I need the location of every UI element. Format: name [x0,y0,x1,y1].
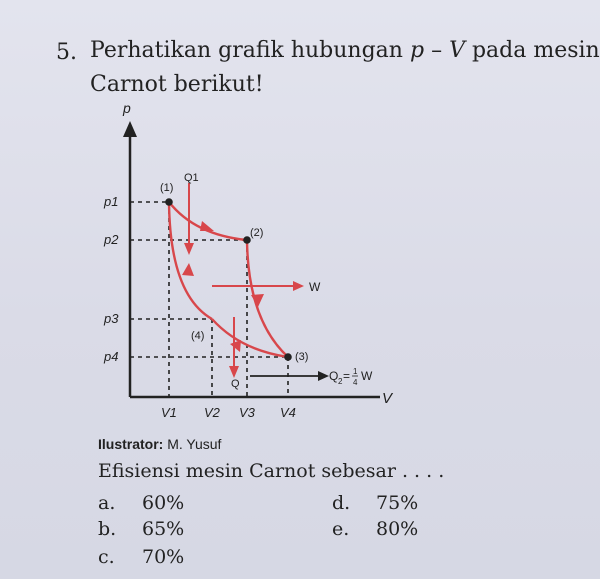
option-d[interactable] [332,492,418,514]
expr-dash: – [431,38,443,63]
option-value: 70% [142,546,185,568]
option-letter: b. [98,518,117,540]
option-a[interactable] [98,492,184,514]
svg-text:W: W [361,369,373,383]
work-label: W [309,280,321,294]
isothermal-compression [212,319,288,357]
option-value: 65% [142,518,185,540]
q-out-label: Q [231,378,240,390]
isothermal-expansion [169,202,247,240]
option-letter: a. [98,492,116,514]
svg-text:4: 4 [353,378,358,387]
label-p3: p3 [104,311,119,326]
q-out-arrowhead [229,366,239,378]
question-number: 5. [56,40,77,65]
option-letter: e. [332,518,350,540]
option-value: 60% [142,492,185,514]
option-c[interactable] [98,546,184,568]
question-line-2: Carnot berikut! [90,72,264,97]
question-suffix: pada mesin [471,38,600,63]
option-value: 80% [376,518,419,540]
q2-arrowhead [318,371,329,381]
label-point-2: (2) [250,227,264,239]
pv-diagram [90,95,430,435]
option-letter: c. [98,546,115,568]
adiabatic-compression [169,202,212,319]
label-p2: p2 [104,232,119,247]
option-b[interactable] [98,518,184,540]
question-line-1 [90,38,600,63]
label-p1: p1 [104,194,119,209]
svg-text:=: = [343,369,351,383]
label-v2: V2 [204,405,220,420]
question-prompt: Efisiensi mesin Carnot sebesar . . . . [98,460,445,482]
pressure-labels [103,194,119,364]
option-e[interactable] [332,518,418,540]
volume-labels [161,405,296,420]
label-point-1: (1) [160,182,174,194]
option-letter: d. [332,492,351,514]
q2-label [329,367,373,387]
work-arrowhead [293,281,304,291]
option-value: 75% [376,492,419,514]
q1-label: Q1 [184,172,199,184]
expr-p: p [409,38,425,63]
q1-arrowhead [184,243,194,255]
label-v1: V1 [161,405,177,420]
label-point-4: (4) [191,330,205,342]
question-prefix: Perhatikan grafik hubungan [90,38,403,63]
point-3 [284,353,292,361]
state-points [165,198,292,361]
carnot-cycle [169,202,288,357]
v-axis-label: V [382,390,393,407]
p-axis-label: p [123,100,131,116]
expr-v: V [449,38,465,63]
label-point-3: (3) [295,351,309,363]
illustrator-label: Ilustrator: [98,436,164,452]
svg-text:1: 1 [353,367,358,376]
p-axis-arrow [123,121,137,137]
illustrator-name: M. Yusuf [167,436,222,452]
svg-text:2: 2 [338,377,343,386]
label-p4: p4 [104,349,119,364]
point-1 [165,198,173,206]
label-v3: V3 [239,405,255,420]
illustrator-credit [98,436,221,452]
flow-arrows [189,183,295,368]
svg-text:Q: Q [329,369,339,383]
label-v4: V4 [280,405,296,420]
